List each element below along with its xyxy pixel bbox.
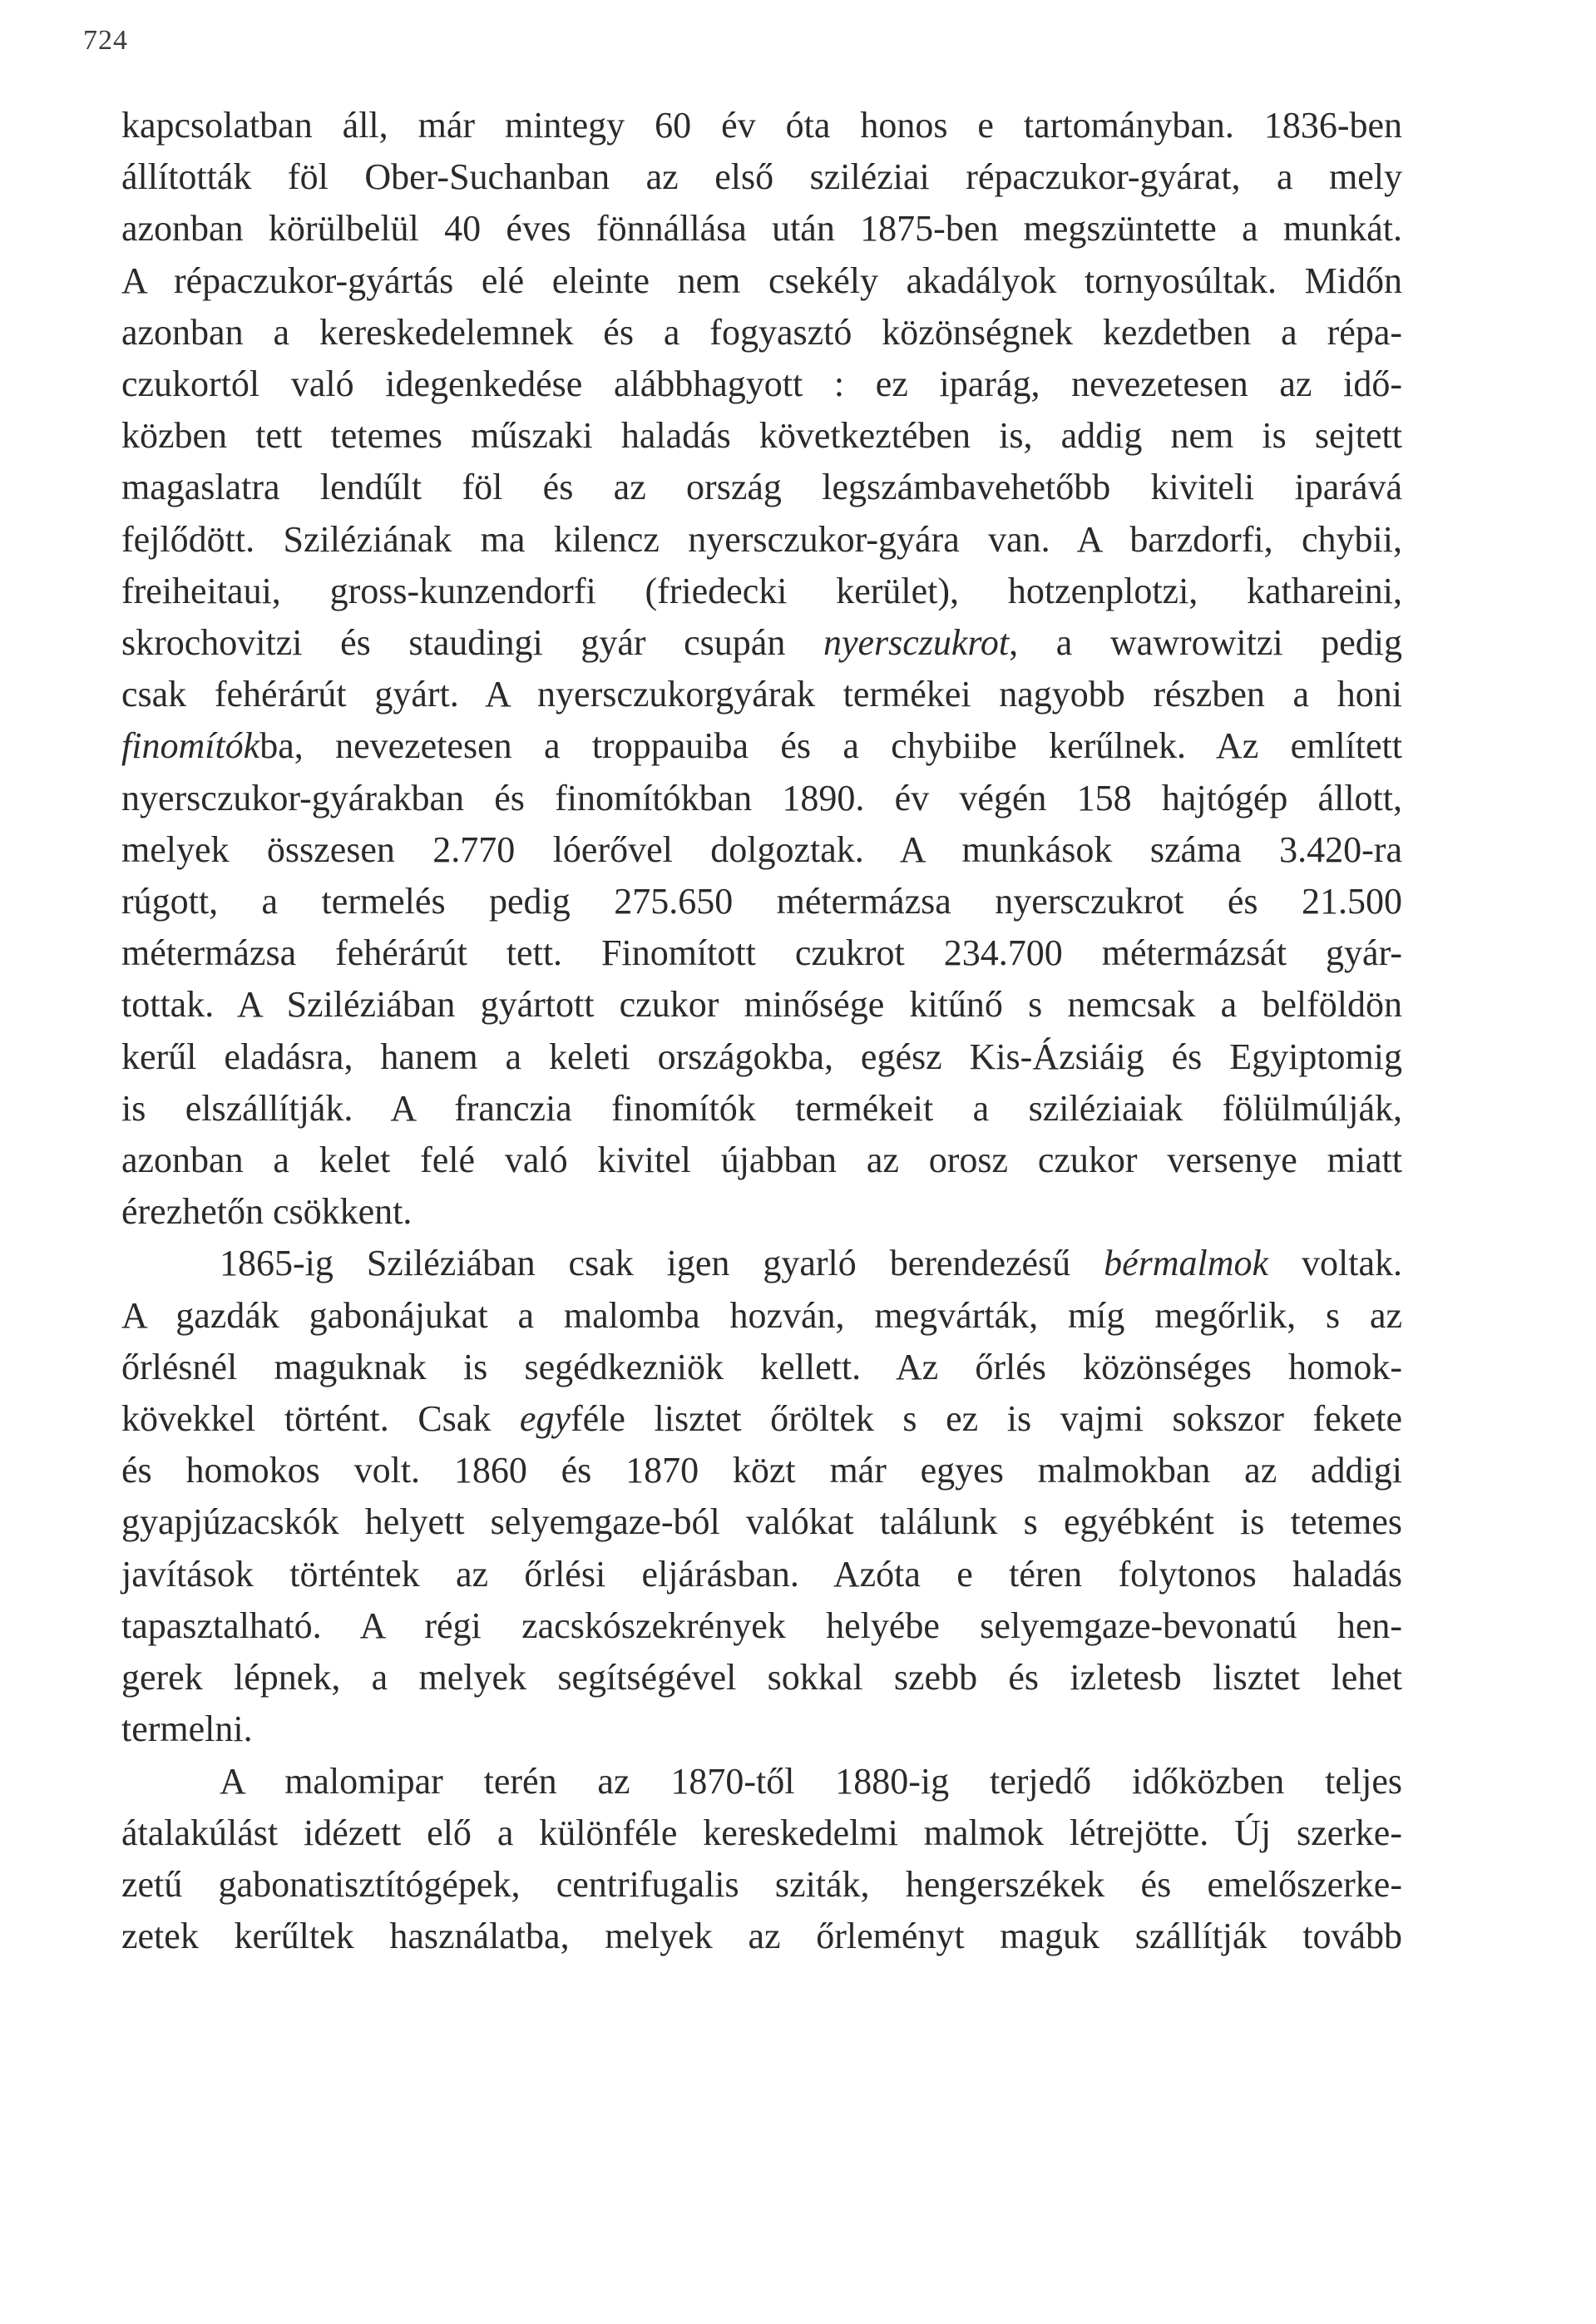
text-line — [121, 255, 1402, 307]
text-line — [121, 151, 1402, 203]
text-segment: rúgott, a termelés pedig 275.650 métermázsa nyersczukrot és 21.500 — [121, 881, 1402, 922]
text-line — [121, 1445, 1402, 1496]
text-line — [121, 307, 1402, 358]
page-number: 724 — [83, 25, 128, 56]
text-line — [121, 876, 1402, 927]
text-segment: állították föl Ober-Suchanban az első sziléziai répaczukor-gyárat, a mely — [121, 156, 1402, 198]
text-line — [121, 824, 1402, 876]
text-segment: A gazdák gabonájukat a malomba hozván, megvárták, míg megőrlik, s az — [121, 1294, 1402, 1336]
text-segment: azonban körülbelül 40 éves fönnállása után 1875-ben megszüntette a munkát. — [121, 208, 1402, 250]
text-line — [121, 203, 1402, 255]
text-segment: zetű gabonatisztítógépek, centrifugalis sziták, hengerszékek és emelőszerke- — [121, 1863, 1402, 1905]
text-segment: magaslatra lendűlt föl és az ország legszámbavehetőbb kiviteli iparává — [121, 467, 1402, 508]
paragraph — [121, 1238, 1402, 1755]
text-segment: zetek kerűltek használatba, melyek az őrleményt maguk szállítják tovább — [121, 1916, 1402, 1957]
text-line — [121, 1135, 1402, 1186]
text-line — [121, 100, 1402, 151]
text-line — [121, 1911, 1402, 1962]
text-segment: átalakúlást idézett elő a különféle kereskedelmi malmok létrejötte. Új szerke- — [121, 1812, 1402, 1853]
text-line — [121, 566, 1402, 617]
text-line — [121, 1031, 1402, 1083]
text-segment: tottak. A Sziléziában gyártott czukor minősége kitűnő s nemcsak a belföldön — [121, 984, 1402, 1026]
text-segment: közben tett tetemes műszaki haladás következtében is, addig nem is sejtett — [121, 415, 1402, 457]
text-segment: tapasztalható. A régi zacskószekrények helyébe selyemgaze-bevonatú hen- — [121, 1605, 1402, 1646]
text-segment: kapcsolatban áll, már mintegy 60 év óta honos e tartományban. 1836-ben — [121, 105, 1402, 146]
text-line — [121, 1083, 1402, 1135]
italic-term: nyersczukrot — [823, 622, 1010, 664]
italic-term: egy — [519, 1398, 571, 1440]
paragraph — [121, 100, 1402, 1238]
text-line — [121, 773, 1402, 824]
text-segment: kerűl eladásra, hanem a keleti országokba, egész Kis-Ázsiáig és Egyiptomig — [121, 1036, 1402, 1077]
text-segment: féle lisztet őröltek s ez is vajmi sokszor fekete — [570, 1398, 1402, 1440]
text-line — [121, 1186, 1402, 1238]
body-text — [121, 100, 1402, 1962]
text-segment: czukortól való idegenkedése alábbhagyott : ez iparág, nevezetesen az idő- — [121, 363, 1402, 405]
text-segment: kövekkel történt. Csak — [121, 1398, 520, 1440]
text-segment: A répaczukor-gyártás elé eleinte nem csekély akadályok tornyosúltak. Midőn — [121, 260, 1402, 301]
text-segment: is elszállítják. A franczia finomítók termékeit a sziléziaiak fölülmúlják, — [121, 1087, 1402, 1129]
text-line — [121, 514, 1402, 566]
text-line — [121, 1807, 1402, 1859]
text-segment: javítások történtek az őrlési eljárásban. Azóta e téren folytonos haladás — [121, 1553, 1402, 1595]
text-line — [121, 617, 1402, 669]
text-line — [121, 1549, 1402, 1600]
text-line — [121, 358, 1402, 410]
text-line — [121, 1290, 1402, 1342]
text-line — [121, 1652, 1402, 1703]
italic-term: finomítók — [121, 725, 260, 767]
text-line — [121, 979, 1402, 1031]
text-line — [121, 720, 1402, 772]
text-segment: csak fehérárút gyárt. A nyersczukorgyárak termékei nagyobb részben a honi — [121, 674, 1402, 715]
italic-term: bérmalmok — [1104, 1243, 1269, 1284]
text-segment: érezhetőn csökkent. — [121, 1191, 413, 1233]
text-segment: , a wawrowitzi pedig — [1009, 622, 1402, 664]
text-line — [121, 927, 1402, 979]
text-line — [121, 1393, 1402, 1445]
text-segment: ba, nevezetesen a troppauiba és a chybiibe kerűlnek. Az említett — [259, 725, 1402, 767]
text-segment: voltak. — [1268, 1243, 1403, 1284]
text-segment: A malomipar terén az 1870-től 1880-ig terjedő időközben teljes — [220, 1760, 1402, 1802]
text-line — [121, 1756, 1402, 1807]
text-segment: melyek összesen 2.770 lóerővel dolgoztak. A munkások száma 3.420-ra — [121, 828, 1402, 870]
text-segment: őrlésnél maguknak is segédkezniök kellett. Az őrlés közönséges homok- — [121, 1346, 1402, 1387]
text-segment: azonban a kelet felé való kivitel újabban az orosz czukor versenye miatt — [121, 1140, 1402, 1181]
text-line — [121, 1703, 1402, 1755]
text-line — [121, 1496, 1402, 1548]
text-segment: fejlődött. Sziléziának ma kilencz nyersczukor-gyára van. A barzdorfi, chybii, — [121, 518, 1402, 560]
text-line — [121, 1600, 1402, 1652]
text-segment: 1865-ig Sziléziában csak igen gyarló berendezésű — [220, 1243, 1104, 1284]
text-segment: gyapjúzacskók helyett selyemgaze-ból valókat találunk s egyébként is tetemes — [121, 1501, 1402, 1543]
text-line — [121, 669, 1402, 720]
text-segment: termelni. — [121, 1708, 253, 1750]
paragraph — [121, 1756, 1402, 1963]
text-segment: métermázsa fehérárút tett. Finomított czukrot 234.700 métermázsát gyár- — [121, 932, 1402, 974]
text-line — [121, 1859, 1402, 1911]
text-segment: azonban a kereskedelemnek és a fogyasztó közönségnek kezdetben a répa- — [121, 311, 1402, 353]
text-line — [121, 1342, 1402, 1393]
text-line — [121, 462, 1402, 513]
text-line — [121, 1238, 1402, 1289]
text-segment: freiheitaui, gross-kunzendorfi (friedecki kerület), hotzenplotzi, kathareini, — [121, 570, 1402, 611]
text-segment: nyersczukor-gyárakban és finomítókban 1890. év végén 158 hajtógép állott, — [121, 777, 1402, 818]
text-segment: és homokos volt. 1860 és 1870 közt már egyes malmokban az addigi — [121, 1450, 1402, 1491]
text-line — [121, 410, 1402, 462]
text-segment: skrochovitzi és staudingi gyár csupán — [121, 622, 823, 664]
text-segment: gerek lépnek, a melyek segítségével sokkal szebb és izletesb lisztet lehet — [121, 1657, 1402, 1698]
